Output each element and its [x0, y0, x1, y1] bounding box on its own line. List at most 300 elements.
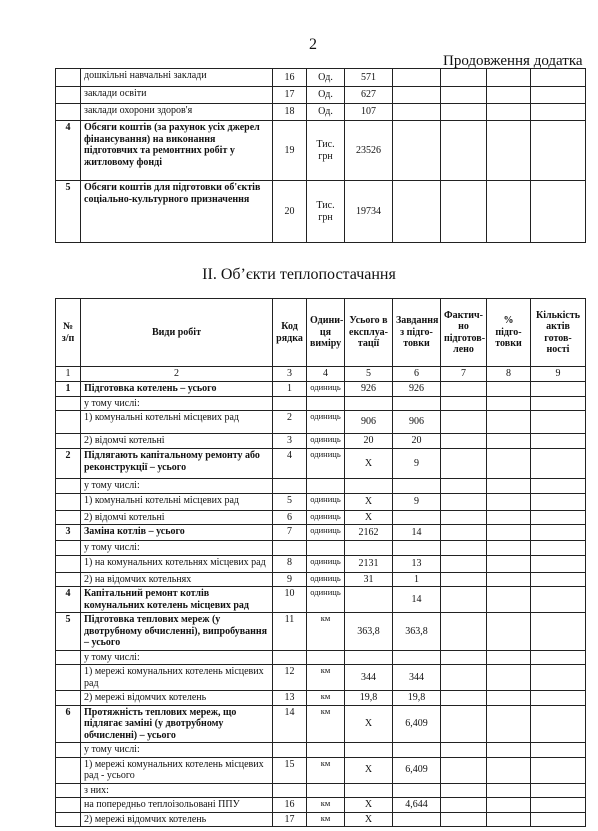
unit: одиниць	[307, 525, 345, 541]
row-number	[56, 479, 81, 494]
work-name: у тому числі:	[81, 479, 273, 494]
row-code: 1	[273, 381, 307, 396]
total-value	[345, 650, 393, 665]
table-row	[56, 493, 586, 510]
row-code: 14	[273, 705, 307, 743]
row-code: 8	[273, 555, 307, 572]
empty-cell	[441, 396, 487, 411]
empty-cell	[441, 381, 487, 396]
table-row	[56, 411, 586, 434]
empty-cell	[531, 479, 586, 494]
empty-cell	[487, 783, 531, 798]
unit: одиниць	[307, 510, 345, 525]
table-row	[56, 541, 586, 556]
empty-cell	[531, 87, 586, 104]
unit: одиниць	[307, 493, 345, 510]
row-code: 5	[273, 493, 307, 510]
empty-cell	[487, 812, 531, 827]
empty-cell	[393, 87, 441, 104]
row-code: 18	[273, 104, 307, 121]
work-name: 2) мережі відомчих котелень	[81, 691, 273, 706]
unit	[307, 743, 345, 758]
task-value: 14	[393, 525, 441, 541]
work-name: з них:	[81, 783, 273, 798]
row-code	[273, 541, 307, 556]
empty-cell	[531, 434, 586, 449]
empty-cell	[487, 572, 531, 587]
empty-cell	[531, 587, 586, 613]
table-row	[56, 434, 586, 449]
row-code: 4	[273, 449, 307, 479]
work-name: у тому числі:	[81, 396, 273, 411]
unit: км	[307, 613, 345, 651]
column-number: 6	[393, 367, 441, 382]
row-number: 1	[56, 381, 81, 396]
empty-cell	[487, 541, 531, 556]
task-value: 19,8	[393, 691, 441, 706]
total-value: Х	[345, 705, 393, 743]
column-header: Усього в експлуа-тації	[345, 299, 393, 367]
total-value: 571	[345, 69, 393, 87]
empty-cell	[441, 121, 487, 181]
continuation-label: Продовження додатка	[443, 53, 583, 69]
unit: Од.	[307, 69, 345, 87]
table-row	[56, 555, 586, 572]
work-name: Капітальний ремонт котлів комунальних котелень місцевих рад	[81, 587, 273, 613]
row-code	[273, 396, 307, 411]
empty-cell	[531, 812, 586, 827]
column-header: % підго-товки	[487, 299, 531, 367]
empty-cell	[441, 743, 487, 758]
table-row	[56, 104, 586, 121]
row-number	[56, 541, 81, 556]
column-number: 9	[531, 367, 586, 382]
table-2	[55, 298, 586, 827]
empty-cell	[487, 510, 531, 525]
task-value: 6,409	[393, 757, 441, 783]
empty-cell	[531, 510, 586, 525]
empty-cell	[531, 572, 586, 587]
table-row	[56, 449, 586, 479]
total-value	[345, 479, 393, 494]
empty-cell	[487, 411, 531, 434]
unit: км	[307, 757, 345, 783]
empty-cell	[487, 121, 531, 181]
column-number: 3	[273, 367, 307, 382]
empty-cell	[487, 396, 531, 411]
total-value	[345, 587, 393, 613]
total-value: 363,8	[345, 613, 393, 651]
unit: км	[307, 812, 345, 827]
unit: Од.	[307, 87, 345, 104]
work-name: Заміна котлів – усього	[81, 525, 273, 541]
task-value: 344	[393, 665, 441, 691]
work-name: заклади охорони здоров'я	[81, 104, 273, 121]
total-value: Х	[345, 493, 393, 510]
work-name: 1) комунальні котельні місцевих рад	[81, 411, 273, 434]
empty-cell	[441, 510, 487, 525]
page-number: 2	[309, 36, 317, 53]
empty-cell	[531, 493, 586, 510]
empty-cell	[487, 493, 531, 510]
unit: Тис. грн	[307, 121, 345, 181]
empty-cell	[531, 541, 586, 556]
empty-cell	[441, 691, 487, 706]
empty-cell	[531, 650, 586, 665]
work-name: Підготовка котелень – усього	[81, 381, 273, 396]
row-number: 4	[56, 587, 81, 613]
empty-cell	[487, 743, 531, 758]
row-code	[273, 479, 307, 494]
row-code: 3	[273, 434, 307, 449]
row-number	[56, 757, 81, 783]
row-number: 4	[56, 121, 81, 181]
unit: одиниць	[307, 555, 345, 572]
empty-cell	[531, 783, 586, 798]
table-1	[55, 68, 586, 243]
task-value	[393, 650, 441, 665]
column-number: 8	[487, 367, 531, 382]
total-value: Х	[345, 812, 393, 827]
task-value: 906	[393, 411, 441, 434]
column-number: 4	[307, 367, 345, 382]
empty-cell	[487, 665, 531, 691]
total-value: 31	[345, 572, 393, 587]
column-header: Код рядка	[273, 299, 307, 367]
empty-cell	[441, 434, 487, 449]
row-number	[56, 493, 81, 510]
table-row	[56, 181, 586, 243]
row-number	[56, 69, 81, 87]
row-code: 10	[273, 587, 307, 613]
empty-cell	[393, 121, 441, 181]
work-name: Підлягають капітальному ремонту або реконструкції – усього	[81, 449, 273, 479]
total-value: 906	[345, 411, 393, 434]
row-code: 17	[273, 87, 307, 104]
section-title: ІІ. Об’єкти теплопостачання	[202, 266, 396, 283]
empty-cell	[393, 181, 441, 243]
total-value	[345, 541, 393, 556]
empty-cell	[393, 69, 441, 87]
row-code: 7	[273, 525, 307, 541]
row-code: 16	[273, 798, 307, 813]
row-number	[56, 691, 81, 706]
row-number	[56, 411, 81, 434]
empty-cell	[441, 479, 487, 494]
empty-cell	[487, 555, 531, 572]
row-number	[56, 572, 81, 587]
total-value: Х	[345, 798, 393, 813]
empty-cell	[531, 121, 586, 181]
table-row	[56, 479, 586, 494]
row-code: 9	[273, 572, 307, 587]
column-number: 2	[81, 367, 273, 382]
table-row	[56, 381, 586, 396]
unit: одиниць	[307, 381, 345, 396]
unit: км	[307, 798, 345, 813]
task-value: 14	[393, 587, 441, 613]
empty-cell	[531, 743, 586, 758]
task-value: 20	[393, 434, 441, 449]
empty-cell	[441, 798, 487, 813]
unit: одиниць	[307, 434, 345, 449]
empty-cell	[487, 613, 531, 651]
work-name: 2) відомчі котельні	[81, 510, 273, 525]
empty-cell	[487, 650, 531, 665]
row-number: 3	[56, 525, 81, 541]
task-value	[393, 812, 441, 827]
task-value	[393, 541, 441, 556]
work-name: 1) на комунальних котельнях місцевих рад	[81, 555, 273, 572]
column-header: Одини-ця виміру	[307, 299, 345, 367]
task-value: 926	[393, 381, 441, 396]
work-name: заклади освіти	[81, 87, 273, 104]
empty-cell	[487, 757, 531, 783]
row-number: 5	[56, 181, 81, 243]
empty-cell	[531, 691, 586, 706]
column-number: 5	[345, 367, 393, 382]
row-number	[56, 650, 81, 665]
empty-cell	[441, 181, 487, 243]
work-name: на попередньо теплоізольовані ППУ	[81, 798, 273, 813]
empty-cell	[531, 705, 586, 743]
empty-cell	[441, 104, 487, 121]
empty-cell	[441, 411, 487, 434]
empty-cell	[441, 613, 487, 651]
empty-cell	[487, 705, 531, 743]
task-value: 4,644	[393, 798, 441, 813]
empty-cell	[531, 798, 586, 813]
empty-cell	[487, 479, 531, 494]
total-value: 23526	[345, 121, 393, 181]
total-value: 19734	[345, 181, 393, 243]
task-value: 363,8	[393, 613, 441, 651]
work-name: 1) мережі комунальних котелень місцевих рад	[81, 665, 273, 691]
empty-cell	[531, 104, 586, 121]
row-number	[56, 87, 81, 104]
empty-cell	[531, 525, 586, 541]
work-name: у тому числі:	[81, 650, 273, 665]
column-number: 1	[56, 367, 81, 382]
empty-cell	[441, 587, 487, 613]
row-code: 20	[273, 181, 307, 243]
empty-cell	[531, 381, 586, 396]
row-code: 11	[273, 613, 307, 651]
table-row	[56, 121, 586, 181]
column-number: 7	[441, 367, 487, 382]
table-row	[56, 757, 586, 783]
table-row	[56, 613, 586, 651]
total-value	[345, 743, 393, 758]
work-name: Підготовка теплових мереж (у двотрубному обчисленні), випробування – усього	[81, 613, 273, 651]
empty-cell	[441, 555, 487, 572]
total-value: 344	[345, 665, 393, 691]
row-number	[56, 555, 81, 572]
empty-cell	[531, 665, 586, 691]
table-row	[56, 587, 586, 613]
total-value	[345, 783, 393, 798]
empty-cell	[441, 705, 487, 743]
total-value: 2162	[345, 525, 393, 541]
empty-cell	[487, 87, 531, 104]
empty-cell	[441, 572, 487, 587]
empty-cell	[487, 181, 531, 243]
empty-cell	[441, 783, 487, 798]
unit	[307, 783, 345, 798]
row-number	[56, 798, 81, 813]
column-header: № з/п	[56, 299, 81, 367]
row-number: 6	[56, 705, 81, 743]
work-name: 2) на відомчих котельнях	[81, 572, 273, 587]
empty-cell	[487, 587, 531, 613]
work-name: дошкільні навчальні заклади	[81, 69, 273, 87]
row-code: 2	[273, 411, 307, 434]
empty-cell	[531, 613, 586, 651]
table-row	[56, 69, 586, 87]
row-number: 2	[56, 449, 81, 479]
total-value: 107	[345, 104, 393, 121]
empty-cell	[487, 69, 531, 87]
empty-cell	[531, 181, 586, 243]
empty-cell	[487, 434, 531, 449]
row-number	[56, 434, 81, 449]
empty-cell	[487, 691, 531, 706]
empty-cell	[441, 493, 487, 510]
task-value	[393, 510, 441, 525]
row-number	[56, 396, 81, 411]
column-header: Завдання з підго-товки	[393, 299, 441, 367]
unit	[307, 479, 345, 494]
column-header: Види робіт	[81, 299, 273, 367]
work-name: Протяжність теплових мереж, що підлягає заміні (у двотрубному обчисленні) – усього	[81, 705, 273, 743]
total-value: 926	[345, 381, 393, 396]
column-header: Кількість актів готов-ності	[531, 299, 586, 367]
row-code: 12	[273, 665, 307, 691]
task-value: 1	[393, 572, 441, 587]
unit: одиниць	[307, 587, 345, 613]
unit: км	[307, 665, 345, 691]
total-value: Х	[345, 757, 393, 783]
total-value: Х	[345, 510, 393, 525]
row-number	[56, 783, 81, 798]
total-value: 19,8	[345, 691, 393, 706]
work-name: 1) мережі комунальних котелень місцевих рад - усього	[81, 757, 273, 783]
empty-cell	[441, 665, 487, 691]
total-value: Х	[345, 449, 393, 479]
empty-cell	[531, 396, 586, 411]
row-number	[56, 104, 81, 121]
work-name: у тому числі:	[81, 541, 273, 556]
work-name: Обсяги коштів для підготовки об'єктів соціально-культурного призначення	[81, 181, 273, 243]
unit	[307, 396, 345, 411]
row-code: 13	[273, 691, 307, 706]
row-code: 16	[273, 69, 307, 87]
row-code: 17	[273, 812, 307, 827]
task-value	[393, 479, 441, 494]
empty-cell	[531, 449, 586, 479]
empty-cell	[441, 449, 487, 479]
row-number: 5	[56, 613, 81, 651]
row-code: 19	[273, 121, 307, 181]
unit: км	[307, 691, 345, 706]
table-row	[56, 812, 586, 827]
empty-cell	[487, 381, 531, 396]
task-value: 9	[393, 493, 441, 510]
column-header: Фактич-но підготов-лено	[441, 299, 487, 367]
empty-cell	[441, 650, 487, 665]
empty-cell	[531, 757, 586, 783]
row-code	[273, 743, 307, 758]
table-row	[56, 525, 586, 541]
table-row	[56, 783, 586, 798]
empty-cell	[441, 541, 487, 556]
table-row	[56, 650, 586, 665]
task-value	[393, 783, 441, 798]
work-name: 2) мережі відомчих котелень	[81, 812, 273, 827]
empty-cell	[441, 525, 487, 541]
unit	[307, 541, 345, 556]
unit: одиниць	[307, 449, 345, 479]
total-value: 2131	[345, 555, 393, 572]
empty-cell	[487, 104, 531, 121]
work-name: Обсяги коштів (за рахунок усіх джерел фінансування) на виконання підготовчих та ремонтних робіт у житловому фонді	[81, 121, 273, 181]
row-number	[56, 665, 81, 691]
table-row	[56, 572, 586, 587]
empty-cell	[531, 411, 586, 434]
work-name: 2) відомчі котельні	[81, 434, 273, 449]
unit: Од.	[307, 104, 345, 121]
unit	[307, 650, 345, 665]
row-code: 6	[273, 510, 307, 525]
empty-cell	[441, 69, 487, 87]
unit: одиниць	[307, 411, 345, 434]
empty-cell	[487, 449, 531, 479]
row-code	[273, 650, 307, 665]
task-value	[393, 743, 441, 758]
unit: одиниць	[307, 572, 345, 587]
task-value	[393, 396, 441, 411]
table-row	[56, 705, 586, 743]
task-value: 9	[393, 449, 441, 479]
work-name: 1) комунальні котельні місцевих рад	[81, 493, 273, 510]
table-row	[56, 798, 586, 813]
row-number	[56, 510, 81, 525]
table-row	[56, 743, 586, 758]
table-row	[56, 396, 586, 411]
table-row	[56, 87, 586, 104]
empty-cell	[487, 525, 531, 541]
table-row	[56, 691, 586, 706]
table-row	[56, 510, 586, 525]
empty-cell	[531, 555, 586, 572]
row-number	[56, 812, 81, 827]
empty-cell	[487, 798, 531, 813]
unit: Тис. грн	[307, 181, 345, 243]
table-row	[56, 665, 586, 691]
total-value	[345, 396, 393, 411]
empty-cell	[393, 104, 441, 121]
row-code: 15	[273, 757, 307, 783]
work-name: у тому числі:	[81, 743, 273, 758]
total-value: 627	[345, 87, 393, 104]
unit: км	[307, 705, 345, 743]
task-value: 13	[393, 555, 441, 572]
task-value: 6,409	[393, 705, 441, 743]
empty-cell	[441, 812, 487, 827]
row-number	[56, 743, 81, 758]
row-code	[273, 783, 307, 798]
empty-cell	[441, 87, 487, 104]
